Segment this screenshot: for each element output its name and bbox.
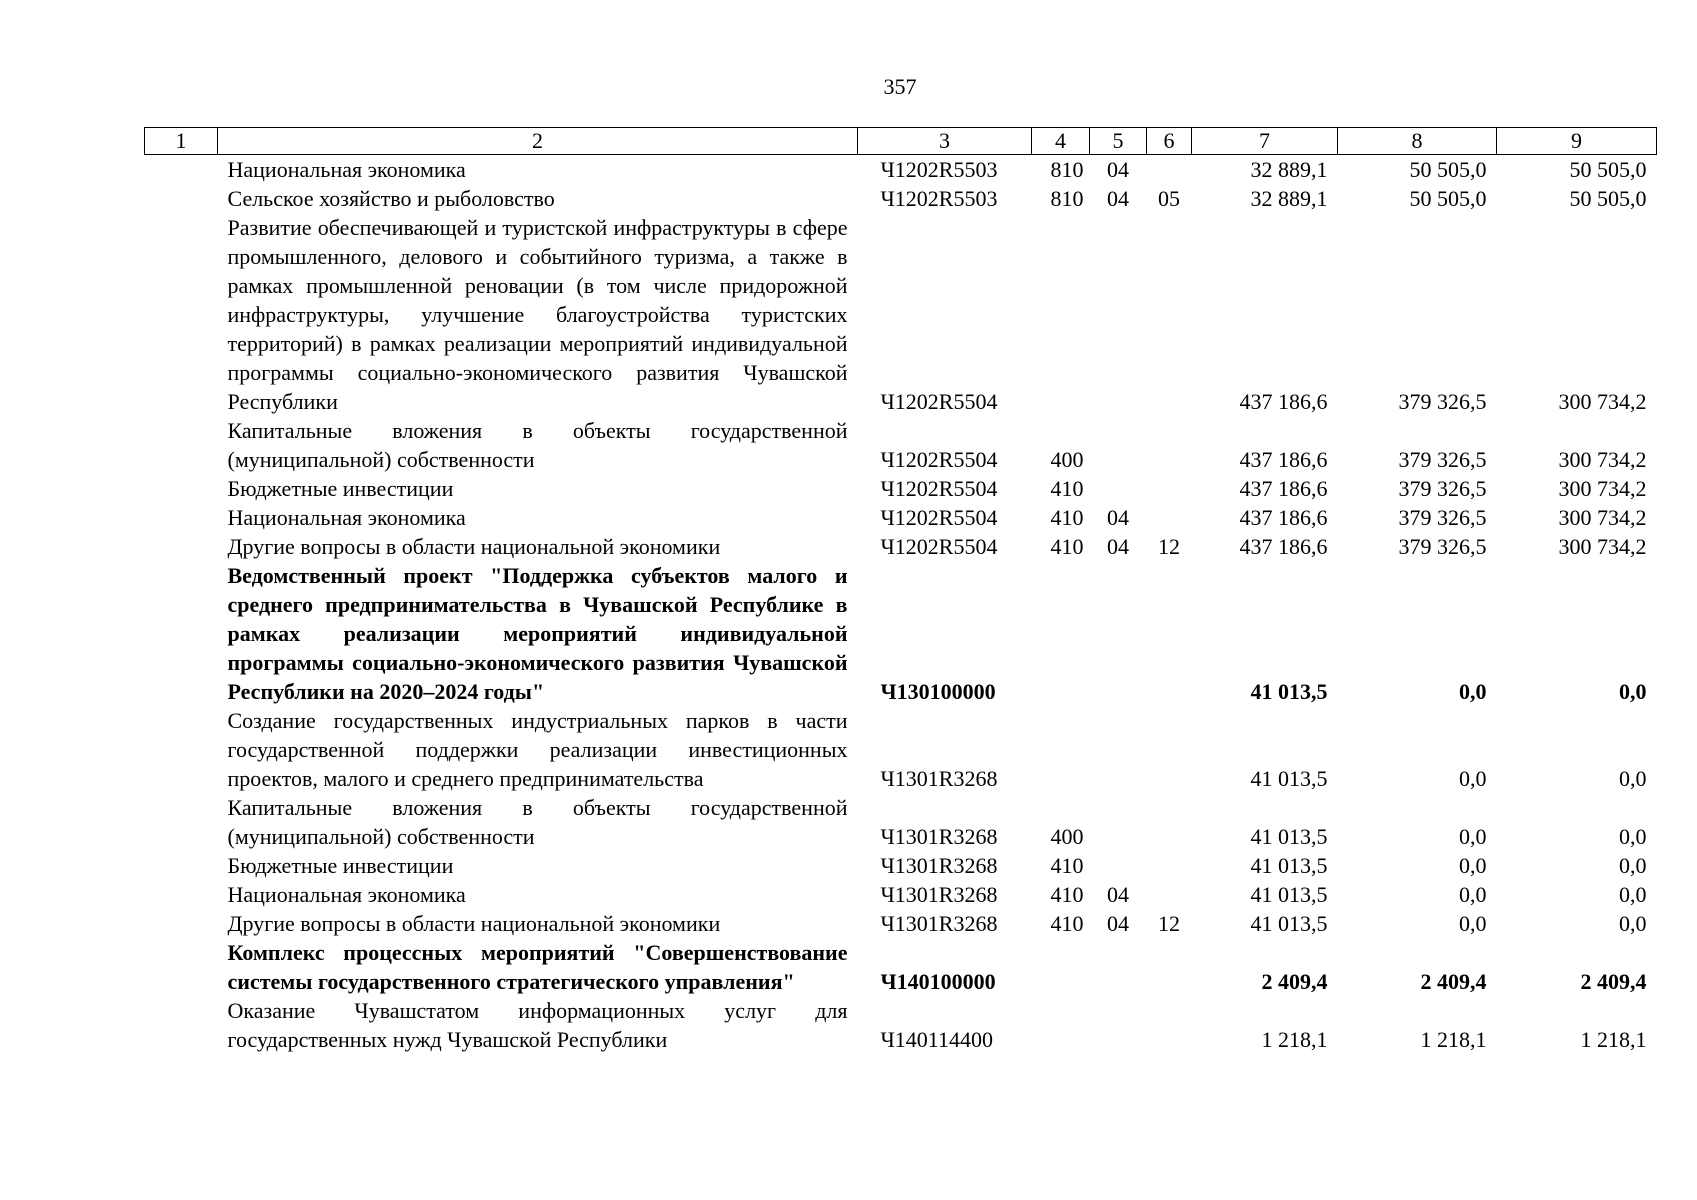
row-name-cell: Бюджетные инвестиции bbox=[227, 476, 454, 501]
row-col5-cell: 04 bbox=[1107, 911, 1129, 936]
row-name-cell: Сельское хозяйство и рыболовство bbox=[227, 186, 555, 211]
row-col9-cell: 300 734,2 bbox=[1558, 534, 1647, 559]
row-col6-cell bbox=[1147, 706, 1192, 793]
row-col9-cell: 300 734,2 bbox=[1558, 505, 1647, 530]
row-code-cell: Ч140114400 bbox=[880, 1027, 993, 1052]
row-col9-cell: 0,0 bbox=[1619, 824, 1647, 849]
row-name-cell: Капитальные вложения в объекты государственной (муниципальной) собственности bbox=[227, 418, 848, 472]
row-col8-cell: 379 326,5 bbox=[1398, 447, 1487, 472]
row-col4-cell: 400 bbox=[1050, 824, 1084, 849]
row-col7-cell: 32 889,1 bbox=[1250, 186, 1328, 211]
row-col8-cell: 1 218,1 bbox=[1420, 1027, 1487, 1052]
row-code-cell: Ч1301R3268 bbox=[880, 766, 998, 791]
row-name-cell: Создание государственных индустриальных парков в части государственной поддержки реализации инвестиционных проектов, малого и среднего предпринимательства bbox=[227, 708, 848, 791]
table-row bbox=[145, 996, 1657, 1054]
row-name-cell: Другие вопросы в области национальной экономики bbox=[227, 534, 721, 559]
header-cell-col-9: 9 bbox=[1497, 128, 1657, 155]
row-index-cell bbox=[145, 851, 218, 880]
row-col7-cell: 437 186,6 bbox=[1239, 447, 1328, 472]
row-code-cell: Ч1301R3268 bbox=[880, 824, 998, 849]
header-row bbox=[145, 128, 1657, 155]
row-col9-cell: 0,0 bbox=[1619, 853, 1647, 878]
row-col6-cell bbox=[1147, 996, 1192, 1054]
row-col8-cell: 0,0 bbox=[1459, 679, 1487, 704]
row-index-cell bbox=[145, 793, 218, 851]
row-col8-cell: 379 326,5 bbox=[1398, 505, 1487, 530]
row-code-cell: Ч1301R3268 bbox=[880, 853, 998, 878]
row-col5-cell: 04 bbox=[1107, 534, 1129, 559]
row-col4-cell bbox=[1032, 938, 1090, 996]
row-col4-cell: 810 bbox=[1050, 186, 1084, 211]
row-col9-cell: 300 734,2 bbox=[1558, 476, 1647, 501]
table-row bbox=[145, 532, 1657, 561]
row-col9-cell: 50 505,0 bbox=[1569, 157, 1647, 182]
row-col8-cell: 379 326,5 bbox=[1398, 534, 1487, 559]
row-col4-cell: 410 bbox=[1050, 882, 1084, 907]
table-row bbox=[145, 155, 1657, 185]
row-index-cell bbox=[145, 474, 218, 503]
row-code-cell: Ч1202R5504 bbox=[880, 534, 998, 559]
row-index-cell bbox=[145, 184, 218, 213]
row-col4-cell bbox=[1032, 213, 1090, 416]
row-code-cell: Ч1202R5504 bbox=[880, 476, 998, 501]
table-row bbox=[145, 561, 1657, 706]
row-code-cell: Ч130100000 bbox=[880, 679, 996, 704]
row-col6-cell bbox=[1147, 213, 1192, 416]
row-col8-cell: 379 326,5 bbox=[1398, 476, 1487, 501]
row-name-cell: Национальная экономика bbox=[227, 505, 466, 530]
row-code-cell: Ч1202R5504 bbox=[880, 447, 998, 472]
row-code-cell: Ч1202R5504 bbox=[880, 505, 998, 530]
table-row bbox=[145, 851, 1657, 880]
row-col4-cell bbox=[1032, 706, 1090, 793]
row-col5-cell bbox=[1090, 851, 1147, 880]
row-col7-cell: 437 186,6 bbox=[1239, 389, 1328, 414]
table-row bbox=[145, 474, 1657, 503]
table-row bbox=[145, 184, 1657, 213]
row-index-cell bbox=[145, 909, 218, 938]
row-col5-cell bbox=[1090, 416, 1147, 474]
row-col5-cell: 04 bbox=[1107, 157, 1129, 182]
row-col8-cell: 0,0 bbox=[1459, 824, 1487, 849]
row-index-cell bbox=[145, 706, 218, 793]
row-index-cell bbox=[145, 880, 218, 909]
row-col7-cell: 32 889,1 bbox=[1250, 157, 1328, 182]
row-col6-cell bbox=[1147, 880, 1192, 909]
row-name-cell: Национальная экономика bbox=[227, 882, 466, 907]
row-col6-cell bbox=[1147, 503, 1192, 532]
row-col5-cell bbox=[1090, 561, 1147, 706]
header-cell-col-3: 3 bbox=[858, 128, 1032, 155]
row-col5-cell bbox=[1090, 213, 1147, 416]
row-col6-cell bbox=[1147, 155, 1192, 185]
row-col4-cell: 410 bbox=[1050, 911, 1084, 936]
row-col9-cell: 300 734,2 bbox=[1558, 447, 1647, 472]
row-col8-cell: 379 326,5 bbox=[1398, 389, 1487, 414]
row-col5-cell: 04 bbox=[1107, 186, 1129, 211]
row-col4-cell: 410 bbox=[1050, 534, 1084, 559]
row-col8-cell: 50 505,0 bbox=[1409, 186, 1487, 211]
row-col6-cell bbox=[1147, 416, 1192, 474]
row-col9-cell: 300 734,2 bbox=[1558, 389, 1647, 414]
table-row bbox=[145, 880, 1657, 909]
row-index-cell bbox=[145, 416, 218, 474]
row-col5-cell bbox=[1090, 706, 1147, 793]
row-col7-cell: 437 186,6 bbox=[1239, 534, 1328, 559]
header-cell-col-5: 5 bbox=[1090, 128, 1147, 155]
row-col7-cell: 437 186,6 bbox=[1239, 505, 1328, 530]
row-col6-cell bbox=[1147, 851, 1192, 880]
row-col6-cell bbox=[1147, 561, 1192, 706]
row-index-cell bbox=[145, 996, 218, 1054]
row-col9-cell: 0,0 bbox=[1619, 679, 1647, 704]
row-index-cell bbox=[145, 561, 218, 706]
table-row bbox=[145, 213, 1657, 416]
row-col6-cell bbox=[1147, 474, 1192, 503]
row-name-cell: Капитальные вложения в объекты государственной (муниципальной) собственности bbox=[227, 795, 848, 849]
row-code-cell: Ч1202R5503 bbox=[880, 157, 998, 182]
table-row bbox=[145, 793, 1657, 851]
table-header bbox=[145, 128, 1657, 155]
row-name-cell: Бюджетные инвестиции bbox=[227, 853, 454, 878]
row-col5-cell: 04 bbox=[1107, 505, 1129, 530]
row-col4-cell: 410 bbox=[1050, 853, 1084, 878]
table-row bbox=[145, 503, 1657, 532]
row-index-cell bbox=[145, 213, 218, 416]
row-col8-cell: 2 409,4 bbox=[1420, 969, 1487, 994]
budget-table bbox=[144, 127, 1657, 1054]
row-col4-cell: 400 bbox=[1050, 447, 1084, 472]
row-col6-cell: 12 bbox=[1158, 911, 1180, 936]
row-index-cell bbox=[145, 155, 218, 185]
row-col4-cell bbox=[1032, 561, 1090, 706]
header-cell-col-7: 7 bbox=[1192, 128, 1338, 155]
row-col7-cell: 41 013,5 bbox=[1250, 766, 1328, 791]
row-col8-cell: 0,0 bbox=[1459, 853, 1487, 878]
row-col7-cell: 41 013,5 bbox=[1250, 824, 1328, 849]
table-row bbox=[145, 938, 1657, 996]
row-name-cell: Другие вопросы в области национальной экономики bbox=[227, 911, 721, 936]
row-name-cell: Национальная экономика bbox=[227, 157, 466, 182]
row-col7-cell: 41 013,5 bbox=[1250, 911, 1328, 936]
row-col5-cell bbox=[1090, 474, 1147, 503]
row-col7-cell: 1 218,1 bbox=[1261, 1027, 1328, 1052]
row-col9-cell: 2 409,4 bbox=[1580, 969, 1647, 994]
header-cell-col-6: 6 bbox=[1147, 128, 1192, 155]
row-code-cell: Ч1301R3268 bbox=[880, 882, 998, 907]
row-col5-cell bbox=[1090, 938, 1147, 996]
row-col4-cell: 410 bbox=[1050, 476, 1084, 501]
row-name-cell: Комплекс процессных мероприятий "Совершенствование системы государственного стратегического управления" bbox=[227, 940, 848, 994]
table-row bbox=[145, 706, 1657, 793]
header-cell-col-1: 1 bbox=[145, 128, 218, 155]
header-cell-col-8: 8 bbox=[1338, 128, 1497, 155]
row-col7-cell: 41 013,5 bbox=[1250, 882, 1328, 907]
row-code-cell: Ч1202R5504 bbox=[880, 389, 998, 414]
row-col7-cell: 41 013,5 bbox=[1250, 679, 1328, 704]
row-col9-cell: 0,0 bbox=[1619, 911, 1647, 936]
row-index-cell bbox=[145, 503, 218, 532]
header-cell-col-2: 2 bbox=[218, 128, 858, 155]
row-index-cell bbox=[145, 532, 218, 561]
row-col9-cell: 50 505,0 bbox=[1569, 186, 1647, 211]
row-col5-cell: 04 bbox=[1107, 882, 1129, 907]
row-code-cell: Ч1301R3268 bbox=[880, 911, 998, 936]
header-cell-col-4: 4 bbox=[1032, 128, 1090, 155]
row-col4-cell bbox=[1032, 996, 1090, 1054]
row-col9-cell: 0,0 bbox=[1619, 766, 1647, 791]
table-row bbox=[145, 909, 1657, 938]
row-index-cell bbox=[145, 938, 218, 996]
row-code-cell: Ч1202R5503 bbox=[880, 186, 998, 211]
row-code-cell: Ч140100000 bbox=[880, 969, 996, 994]
row-col7-cell: 2 409,4 bbox=[1261, 969, 1328, 994]
row-col5-cell bbox=[1090, 793, 1147, 851]
row-name-cell: Развитие обеспечивающей и туристской инфраструктуры в сфере промышленного, делового и событийного туризма, а также в рамках промышленной реновации (в том числе придорожной инфраструктуры, улучшение благоустройства туристских территорий) в рамках реализации мероприятий индивидуальной программы социально-экономического развития Чувашской Республики bbox=[227, 215, 848, 414]
row-col8-cell: 0,0 bbox=[1459, 911, 1487, 936]
row-name-cell: Ведомственный проект "Поддержка субъектов малого и среднего предпринимательства в Чувашской Республике в рамках реализации мероприятий индивидуальной программы социально-экономического развития Чувашской Республики на 2020–2024 годы" bbox=[227, 563, 848, 704]
table-row bbox=[145, 416, 1657, 474]
row-col7-cell: 437 186,6 bbox=[1239, 476, 1328, 501]
row-col6-cell bbox=[1147, 938, 1192, 996]
row-col8-cell: 0,0 bbox=[1459, 882, 1487, 907]
row-col6-cell bbox=[1147, 793, 1192, 851]
row-col7-cell: 41 013,5 bbox=[1250, 853, 1328, 878]
table-body bbox=[145, 155, 1657, 1055]
row-col6-cell: 12 bbox=[1158, 534, 1180, 559]
row-col9-cell: 1 218,1 bbox=[1580, 1027, 1647, 1052]
row-col4-cell: 410 bbox=[1050, 505, 1084, 530]
row-col5-cell bbox=[1090, 996, 1147, 1054]
row-col9-cell: 0,0 bbox=[1619, 882, 1647, 907]
row-name-cell: Оказание Чувашстатом информационных услуг для государственных нужд Чувашской Республики bbox=[227, 998, 848, 1052]
row-col4-cell: 810 bbox=[1050, 157, 1084, 182]
row-col8-cell: 50 505,0 bbox=[1409, 157, 1487, 182]
row-col8-cell: 0,0 bbox=[1459, 766, 1487, 791]
row-col6-cell: 05 bbox=[1158, 186, 1180, 211]
page-number: 357 bbox=[883, 74, 917, 99]
